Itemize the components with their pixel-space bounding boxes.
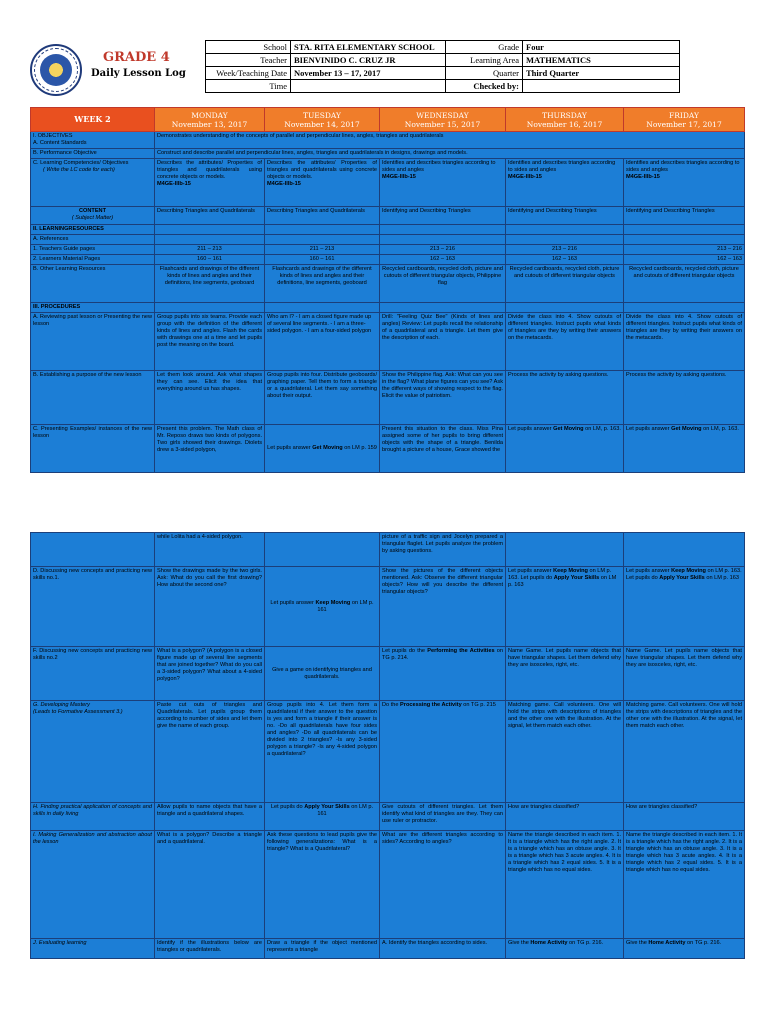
discussing2-tuesday: Give a game on identifying triangles and quadrilaterals. [265,647,380,701]
competency-monday [155,159,265,207]
empty-cell [380,303,506,313]
day-date: November 16, 2017 [526,119,603,129]
cell-text: Let pupils answer [626,426,672,432]
cell-text: Give the [508,940,531,946]
label-line: I. OBJECTIVES [33,133,73,139]
quarter-value: Third Quarter [523,67,680,80]
cell-text: Let pupils answer [270,599,316,606]
lesson-table-part-2 [30,532,745,959]
empty-cell [265,303,380,313]
activity-name: Home Activity [530,940,568,946]
mastery-monday: Paste cut outs of triangles and Quadrilaterals. Let pupils group them according to number of sides and let them give the name of each group. [155,701,265,803]
discussing1-wednesday: Show the pictures of the different objects mentioned. Ask: Observe the different triangular objects? How will you describe the different triangular objects? [380,567,506,647]
label-line: ( Subject Matter) [71,215,114,221]
day-header-friday [624,108,745,132]
empty-cell [624,303,745,313]
mastery-tuesday: Group pupils into 4. Let them form a quadrilateral if their answer to the question is yes and form a triangle if their answer is no. -Do all quadrilaterals have four sides and angles? -Do all quadrilaterals can be divided into 2 triangles? -Is any 3-sided polygon a triangle? -Is any 4-sided polygon a quadrilateral? [265,701,380,803]
activity-name: Apply Your Skills [659,575,705,581]
cell-text: Identifies and describes triangles according to sides and angles [382,160,496,173]
empty-cell [624,225,745,235]
row-label-practical-application: H. Finding practical application of concepts and skills in daily living [31,803,155,831]
discussing2-thursday: Name Game. Let pupils name objects that have triangular shapes. Let them defend why they are isosceles, right, etc. [506,647,624,701]
quarter-label: Quarter [446,67,523,80]
row-label-references: A. References [31,235,155,245]
grade-value: Four [523,41,680,54]
day-date: November 14, 2017 [284,119,360,129]
lm-pages-monday: 160 – 161 [155,255,265,265]
empty-cell [624,533,745,567]
row-label-procedures: III. PROCEDURES [31,303,155,313]
header-info-table [205,40,680,93]
discussing1-tuesday [265,567,380,647]
day-date: November 13, 2017 [171,119,248,129]
reviewing-tuesday: Who am I? - I am a closed figure made up of several line segments. - I am a three-sided polygon. - I am a four-sided polygon [265,313,380,371]
cell-text: on LM p. 163. Let pupils do [508,568,612,581]
lm-pages-friday: 162 – 163 [624,255,745,265]
application-monday: Allow pupils to name objects that have a triangle and a quadrilateral shapes. [155,803,265,831]
activity-name: Keep Moving [671,568,706,574]
empty-cell [155,303,265,313]
day-header-thursday [506,108,624,132]
cell-text: on TG p. 214. [382,648,504,661]
activity-name: Performing the Activities [427,648,495,654]
cell-text: Let pupils answer [508,426,554,432]
cell-text: Give the [626,940,649,946]
empty-cell [155,235,265,245]
competency-tuesday [265,159,380,207]
row-label-developing-mastery [31,701,155,803]
presenting-monday-cont: while Lolita had a 4-sided polygon. [155,533,265,567]
lc-code: M4GE-IIIb-15 [508,174,542,180]
row-label-learning-resources: II. LEARNINGRESOURCES [31,225,155,235]
content-thursday: Identifying and Describing Triangles [506,207,624,225]
day-date: November 15, 2017 [404,119,481,129]
activity-name: Get Moving [553,426,584,432]
cell-text: on LM p. 163 [704,575,739,581]
cell-text: on LM p. 161 [317,804,374,817]
cell-text: Let pupils answer [267,445,313,451]
reviewing-friday: Divide the class into 4. Show cutouts of different triangles. Instruct pupils what kinds of triangles are they by writing their answers on the metacards. [624,313,745,371]
teacher-value: BIENVINIDO C. CRUZ JR [291,54,446,67]
empty-cell [380,225,506,235]
row-label-presenting: C. Presenting Examples/ instances of the new lesson [31,425,155,473]
resources-wednesday: Recycled cardboards, recycled cloth, picture and cutouts of different triangular objects, Philippine flag [380,265,506,303]
row-label-content [31,207,155,225]
empty-cell [265,533,380,567]
establishing-wednesday: Show the Philippine flag. Ask: What can you see in the flag? What plane figures can you see? Ask the different ways of showing respect to the flag. Elicit the value of patriotism. [380,371,506,425]
tg-pages-tuesday: 211 – 213 [265,245,380,255]
label-line: ( Write the LC code for each) [43,167,115,173]
content-wednesday: Identifying and Describing Triangles [380,207,506,225]
establishing-tuesday: Group pupils into four. Distribute geoboards/ graphing paper. Tell them to form a triangle or a quadrilateral. Let them say something about their output. [265,371,380,425]
cell-text: on LM p. 163. Let pupils do [626,568,742,581]
row-label-other-resources: B. Other Learning Resources [31,265,155,303]
activity-name: Processing the Activity [400,702,462,708]
week-header: WEEK 2 [31,108,155,132]
day-header-tuesday [265,108,380,132]
presenting-monday: Present this problem. The Math class of Mr. Reposo draws two kinds of polygons. Two girls showed their drawings. Diolets drew a 3-sided polygon, [155,425,265,473]
application-tuesday [265,803,380,831]
tg-pages-friday: 213 – 216 [624,245,745,255]
content-friday: Identifying and Describing Triangles [624,207,745,225]
content-tuesday: Describing Triangles and Quadrilaterals [265,207,380,225]
reviewing-thursday: Divide the class into 4. Show cutouts of different triangles. Instruct pupils what kinds of triangles are they by writing their answers on the metacards. [506,313,624,371]
row-label-evaluating: J. Evaluating learning [31,939,155,959]
generalization-wednesday: What are the different triangles according to sides? According to angles? [380,831,506,939]
reviewing-wednesday: Drill: "Feeling Quiz Bee" (Kinds of lines and angles) Review: Let pupils recall the relationship of a quadrilateral and a triangle. Let them give the description of each. [380,313,506,371]
presenting-tuesday [265,425,380,473]
tg-pages-thursday: 213 – 216 [506,245,624,255]
lc-code: M4GE-IIIb-15 [157,181,191,187]
generalization-friday: Name the triangle described in each item. 1. It is a triangle which has the right angle. 2. It is a triangle which has an obtuse angle. 3. It is a triangle which has 3 acute angles. 4. It is a triangle which has 2 equal sides. 5. It is a triangle which has no equal sides. [624,831,745,939]
cell-text: Describes the attributes/ Properties of triangles and quadrilaterals using concrete objects or models. [157,160,262,180]
cell-text: Let pupils answer [508,568,554,574]
day-name: FRIDAY [669,110,699,120]
cell-text: on TG p. 215 [461,702,496,708]
label-line: G. Developing Mastery [33,702,90,708]
cell-text: Describes the attributes/ Properties of triangles and quadrilaterals using concrete objects or models. [267,160,377,180]
week-date-label: Week/Teaching Date [206,67,291,80]
label-line: (Leads to Formative Assessment 3.) [33,709,123,715]
empty-cell [31,533,155,567]
row-label-performance: B. Performance Objective [31,149,155,159]
label-line: C. Learning Competencies/ Objectives [33,160,129,166]
checked-by-label: Checked by: [446,80,523,93]
presenting-thursday [506,425,624,473]
deped-seal-icon [30,44,82,96]
lm-pages-tuesday: 160 – 161 [265,255,380,265]
day-header-monday [155,108,265,132]
activity-name: Home Activity [648,940,686,946]
presenting-wednesday: Present this situation to the class. Miss Pina assigned some of her pupils to bring different objects with the shape of a triangle. Benilda brought a picture of a house, Grace showed the [380,425,506,473]
empty-cell [265,235,380,245]
grade-label: Grade [446,41,523,54]
competency-wednesday [380,159,506,207]
presenting-friday [624,425,745,473]
resources-friday: Recycled cardboards, recycled cloth, picture and cutouts of different triangular objects [624,265,745,303]
content-monday: Describing Triangles and Quadrilaterals [155,207,265,225]
reviewing-monday: Group pupils into six teams. Provide each group with the definition of the different kinds of lines and angles. Flash the cards with drawings one at a time and let pupils post the meaning on the board. [155,313,265,371]
application-thursday: How are triangles classified? [506,803,624,831]
application-wednesday: Give cutouts of different triangles. Let them identify what kind of triangles are they. They can use ruler or protractor. [380,803,506,831]
row-label-discussing-2: F. Discussing new concepts and practicing new skills no.2 [31,647,155,701]
empty-cell [624,235,745,245]
evaluating-wednesday: A. Identify the triangles according to sides. [380,939,506,959]
lc-code: M4GE-IIIb-15 [382,174,416,180]
generalization-monday: What is a polygon? Describe a triangle and a quadrilateral. [155,831,265,939]
activity-name: Get Moving [671,426,702,432]
cell-text: on TG p. 216. [567,940,604,946]
evaluating-thursday [506,939,624,959]
mastery-thursday: Matching game. Call volunteers. One will hold the strips with descriptions of triangles and the other one with the illustration. At the signal, let them match each other. [506,701,624,803]
resources-thursday: Recycled cardboards, recycled cloth, picture and cutouts of different triangular objects [506,265,624,303]
cell-text: on LM p. 159 [342,445,377,451]
lesson-log-header [15,38,745,100]
day-header-wednesday [380,108,506,132]
teacher-label: Teacher [206,54,291,67]
tg-pages-wednesday: 213 – 216 [380,245,506,255]
checked-by-value [523,80,680,93]
establishing-friday: Process the activity by asking questions. [624,371,745,425]
empty-cell [506,533,624,567]
row-label-discussing-1: D. Discussing new concepts and practicing new skills no.1. [31,567,155,647]
cell-text: Let pupils answer [626,568,672,574]
row-label-teachers-guide: 1. Teachers Guide pages [31,245,155,255]
performance-objective-value: Construct and describe parallel and perpendicular lines, angles, triangles and quadrilaterals in designs, drawings and models. [155,149,745,159]
resources-tuesday: Flashcards and drawings of the different kinds of lines and angles and their definitions, line segments, geoboard [265,265,380,303]
establishing-monday: Let them look around. Ask what shapes they can see. Elicit the idea that everything around us has shapes. [155,371,265,425]
application-friday: How are triangles classified? [624,803,745,831]
learning-area-value: MATHEMATICS [523,54,680,67]
empty-cell [506,303,624,313]
cell-text: Identifies and describes triangles according to sides and angles [508,160,616,173]
cell-text: on LM, p. 163. [583,426,621,432]
cell-text: on LM p. 163 [508,575,617,588]
row-label-competencies [31,159,155,207]
cell-text: Let pupils do [270,804,305,810]
evaluating-monday: Identify if the illustrations below are triangles or quadrilaterals. [155,939,265,959]
activity-name: Keep Moving [315,599,351,606]
cell-text: Identifies and describes triangles according to sides and angles [626,160,740,173]
cell-text: Let pupils do the [382,648,428,654]
lc-code: M4GE-IIIb-15 [626,174,660,180]
lm-pages-thursday: 162 – 163 [506,255,624,265]
competency-thursday [506,159,624,207]
row-label-generalization: I. Making Generalization and abstraction about the lesson [31,831,155,939]
tg-pages-monday: 211 – 213 [155,245,265,255]
content-standards-value: Demonstrates understanding of the concepts of parallel and perpendicular lines, angles, triangles and quadrilaterals [155,132,745,149]
activity-name: Apply Your Skills [304,804,350,810]
cell-text: on TG p. 216. [685,940,722,946]
cell-text: on LM, p. 163. [701,426,739,432]
school-value: STA. RITA ELEMENTARY SCHOOL [291,41,446,54]
day-name: TUESDAY [302,110,341,120]
row-label-reviewing: A. Reviewing past lesson or Presenting the new lesson [31,313,155,371]
daily-lesson-log-title: Daily Lesson Log [91,68,186,79]
empty-cell [506,235,624,245]
row-label-establishing: B. Establishing a purpose of the new lesson [31,371,155,425]
resources-monday: Flashcards and drawings of the different kinds of lines and angles and their definitions, line segments, geoboard [155,265,265,303]
cell-text: Do the [382,702,401,708]
activity-name: Keep Moving [553,568,588,574]
discussing2-friday: Name Game. Let pupils name objects that have triangular shapes. Let them defend why they are isosceles, right, etc. [624,647,745,701]
generalization-tuesday: Ask these questions to lead pupils give the following generalizations: What is a triangle? What is a Quadrilateral? [265,831,380,939]
time-label: Time [206,80,291,93]
empty-cell [506,225,624,235]
competency-friday [624,159,745,207]
school-label: School [206,41,291,54]
week-date-value: November 13 – 17, 2017 [291,67,446,80]
evaluating-friday [624,939,745,959]
day-name: WEDNESDAY [416,110,469,120]
label-line: CONTENT [78,208,107,214]
row-label-learners-material: 2. Learners Material Pages [31,255,155,265]
discussing1-monday: Show the drawings made by the two girls. Ask: What do you call the first drawing? How about the second one? [155,567,265,647]
empty-cell [265,225,380,235]
empty-cell [380,235,506,245]
activity-name: Apply Your Skills [553,575,600,581]
empty-cell [155,225,265,235]
grade-title: GRADE 4 [103,50,170,65]
time-value [291,80,446,93]
mastery-wednesday [380,701,506,803]
day-date: November 17, 2017 [646,119,722,129]
discussing1-thursday [506,567,624,647]
row-label-objectives [31,132,155,149]
day-name: THURSDAY [542,110,587,120]
cell-text: on LM p. 161 [317,599,374,613]
discussing2-wednesday [380,647,506,701]
lm-pages-wednesday: 162 – 163 [380,255,506,265]
lc-code: M4GE-IIIb-15 [267,181,301,187]
day-name: MONDAY [191,110,228,120]
discussing2-monday: What is a polygon? (A polygon is a closed figure made up of several line segments that are joined together? What do you call a 3-sided polygon? What about a 4-sided polygon? [155,647,265,701]
establishing-thursday: Process the activity by asking questions. [506,371,624,425]
label-line: A. Content Standards [33,140,87,146]
discussing1-friday [624,567,745,647]
lesson-table-part-1 [30,107,745,473]
evaluating-tuesday: Draw a triangle if the object mentioned represents a triangle [265,939,380,959]
presenting-wednesday-cont: picture of a traffic sign and Jocelyn prepared a triangular flaglet. Let pupils analyze the problem by asking questions. [380,533,506,567]
activity-name: Get Moving [312,445,343,451]
learning-area-label: Learning Area [446,54,523,67]
generalization-thursday: Name the triangle described in each item. 1. It is a triangle which has the right angle. 2. It is a triangle which has an obtuse angle. 3. It is a triangle which has 3 acute angles. 4. It is a triangle which has 2 equal sides. 5. It is a triangle which has no equal sides. [506,831,624,939]
mastery-friday: Matching game. Call volunteers. One will hold the strips with descriptions of triangles and the other one with the illustration. At the signal, let them match each other. [624,701,745,803]
